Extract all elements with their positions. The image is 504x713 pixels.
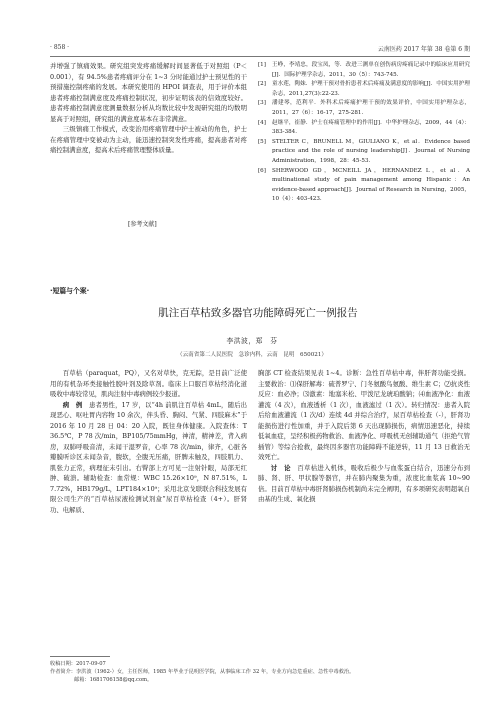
reference-text: SHERWOOD GD，MCNEILL JA，HERNANDEZ L，et al．A multinational study of pain management among Hispanic：An evidence-based approach[J]．Journal of Research in Nursing，2005，10（4）：403-423. (272, 167, 470, 203)
reference-item (258, 119, 470, 138)
article-title: 肌注百草枯致多器官功能障碍死亡一例报告 (158, 307, 358, 319)
references-label: [参考文献] (128, 221, 157, 228)
discussion-label: 讨 论 (270, 463, 291, 472)
article-right-column (258, 368, 470, 505)
reference-text: 童水莲，陶妹．护理干预对骨折患者术后疼痛及满意度的影响[J]．中国实用护理杂志，2011,27(3):22-23. (272, 81, 470, 97)
author-email: 邮箱：1681706158@qq.com。 (74, 677, 153, 683)
prev-article-paragraph: 三级镇痛工作模式，改变治用疼痛管理中护士被动的角色，护士在疼痛管理中变被动为主动，能迅速控制突发性疼痛，提高患者对疼痛控制满意度，提高术后疼痛管理整体质量。 (50, 125, 247, 154)
header-rule (50, 56, 470, 57)
prev-article-left-column (50, 61, 247, 156)
article-authors: 李洪波，郑 芬 (226, 337, 278, 345)
reference-item (258, 61, 470, 80)
reference-item (258, 80, 470, 99)
section-label: ·短篇与个案· (50, 287, 90, 295)
received-date: 收稿日期：2017-09-07 (50, 661, 106, 667)
page-number: · 858 · (50, 44, 70, 51)
reference-item (258, 99, 470, 118)
reference-text: 赵继平，崔静．护士在疼痛管理中的作用[J]．中华护理杂志，2009，44（4）：383-384. (272, 119, 470, 136)
prev-article-paragraph: 并增强了镇痛效果。研究组突发疼痛缓解时间显著低于对照组（P＜0.001），有 94.5%患者疼痛评分在 1~3 分时能通过护士预见性的干预措施控制疼痛的发展。本研究使用的 HPOI 调查表，用于评价本组患者疼痛控制满意度及疼痛控制状况，初步证明该表的信效度较好。患者疼痛控制满意度测量数据分析从均数比较中发现研究组的均数明显高于对照组，研究组的满意度基本在非常满意。 (50, 62, 247, 123)
references-list (258, 61, 470, 205)
reference-number: [1] (258, 62, 266, 68)
reference-text: 王峥，李靖忠，段宝凤，等．改进三测单在创伤病房疼痛记录中的临床应用研究[J]．国际护理学杂志，2011，30（5）：743-745. (272, 62, 470, 78)
reference-number: [4] (258, 119, 266, 126)
case-label: 病 例 (62, 400, 83, 409)
treatment-paragraph: 胸部 CT 检查结果见表 1~4。诊断：急性百草枯中毒，伴肝肾功能受损。主要救治：⑴保肝解毒：硫普罗宁、门冬氨酸鸟氨酸、维生素 C；⑵抗炎性反应：血必净；⑶激素：地塞米松、甲泼尼龙琥珀酸钠；⑷血液净化：血液灌流（4 次），血液透析（1 次），血液滤过（1 次）。转归情况：患者入院后给血液灌流（1 次/d）连续 4d 并综合治疗，尿百草枯检查（-），肝肾功能损伤进行性加重，并于入院后第 6 天出现肺损伤，病情迅速恶化，持续低氧血症，呈经积极药物救治、血液净化、呼吸机无创辅助通气（拒绝气管插管）等综合抢救，最终因多器官功能障碍不能逆转，11 月 13 日救治无效死亡。 (258, 369, 470, 461)
reference-item (258, 167, 470, 205)
reference-text: STELTER C，BRUNELL M，GIULIANO K，et al．Evidence based practice and the role of nursing leadership[J]．Journal of Nursing Administration，1998，28：45-53. (272, 138, 470, 164)
case-text: 患者男性，17 岁，以“4h 前肌注百草枯 4mL，随后出现恶心、呕吐胃内容物 10 余次，伴头昏、胸闷、气紧、四肢麻木”于 2016 年 10 月 28 日 04：20 入院，既往身体健康。入院查体：T 36.5℃，P 78 次/min，BP105/75mmHg，神清，精神差，背入病房，双肺呼吸音清，未闻干湿罗音，心率 78 次/min，律齐，心脏各瓣膜听诊区未闻杂音，腹软，全腹无压痛，肝脾未触及，四肢肌力、肌张力正常，病理征未引出。右臀部上方可见一注射针眼，局部无红肿、破溃。辅助检查：血常规：WBC 15.26×10⁹，N 87.51%，L 7.72%，HB179g/L，LPT184×10⁹；采用北京戈联联合科技发展有限公司生产的“百草枯尿液检测试剂盒”尿百草枯检查（4+）。肝肾功、电解质、 (50, 400, 248, 514)
reference-number: [6] (258, 167, 266, 174)
reference-number: [5] (258, 138, 266, 145)
reference-text: 潘建琴，范利平．外科术后疼痛护理干预的效果评价，中国实用护理杂志，2011，27（6）：16-17，275-281. (272, 100, 470, 116)
discussion-paragraph (258, 463, 470, 505)
case-paragraph (50, 400, 247, 516)
article-affiliation: （云南省第二人民医院 急诊内科，云南 昆明 650021） (176, 352, 327, 358)
reference-item (258, 138, 470, 167)
article-left-column (50, 368, 247, 515)
reference-number: [2] (258, 81, 266, 88)
footnote-rule (50, 656, 110, 657)
reference-number: [3] (258, 100, 266, 107)
author-bio: 作者简介：李洪波（1962-）女，主任医师，1985 年毕业于昆明医学院，从事临床工作 32 年，专业方向急危重症、急性中毒救治。 (50, 669, 355, 675)
discussion-text: 百草枯进入机体，吸收后极少与血浆蛋白结合，迅速分布到肺、肾、肝、甲状腺等器官，并在肺内聚集为重，浓度比血浆高 10~90 倍。目前百草枯中毒肝肾肺损伤机制尚未完全阐明，有多项研究表明超氧自由基的生成、氧化损 (258, 463, 471, 503)
article-intro-paragraph: 百草枯（paraquat，PQ），又名对草快，克无踪，是目前广泛使用的有机杂环类接触性脱叶剂及除草剂。临床上口服百草枯经消化道吸收中毒较常见，肌肉注射中毒病例较少报道。 (50, 369, 247, 398)
journal-header: 云南医药 2017 年第 38 卷第 6 期 (377, 46, 470, 53)
